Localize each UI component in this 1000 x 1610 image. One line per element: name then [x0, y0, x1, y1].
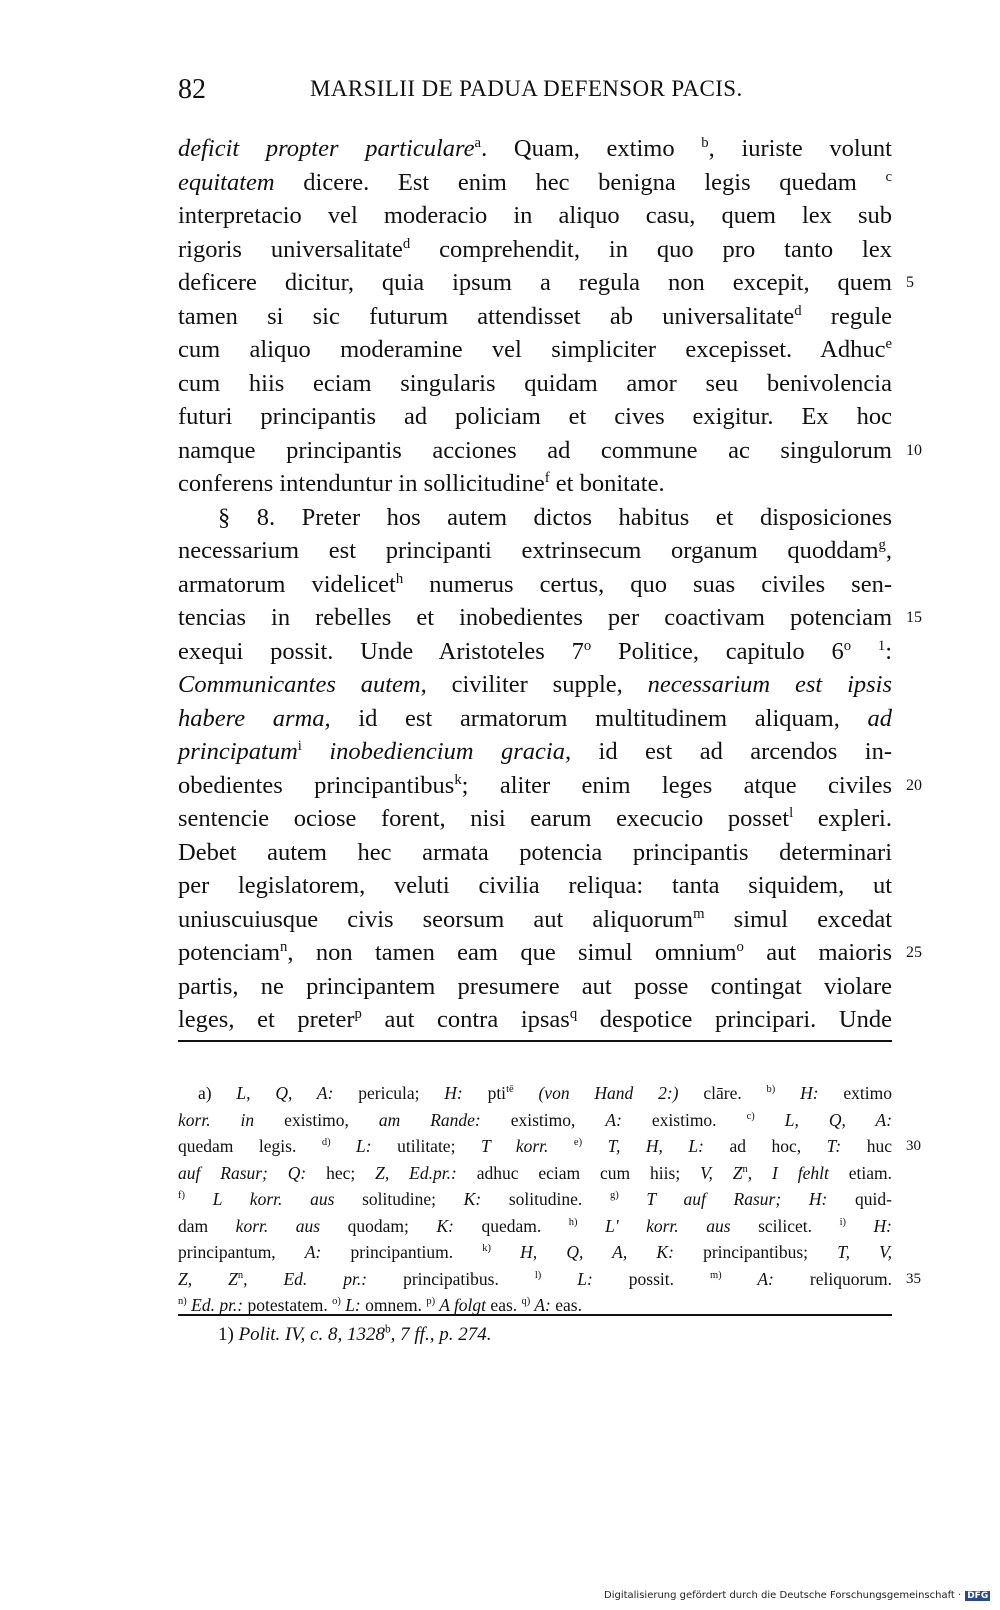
text-line [178, 735, 892, 769]
italic-text: ad [867, 704, 892, 732]
text-span: comprehendit, in quo pro tanto lex [410, 235, 892, 263]
text-span: quedam. [453, 1215, 569, 1236]
italic-text: Polit. IV, c. 8, 1328 [238, 1324, 385, 1345]
apparatus-line [178, 1213, 892, 1240]
footnote-marker: d [402, 235, 411, 252]
italic-text: A: [605, 1109, 622, 1130]
text-span: pti [462, 1083, 507, 1103]
footnote-marker: f [544, 469, 550, 486]
text-span: adhuc eciam cum hiis; [456, 1162, 701, 1183]
text-line [178, 802, 892, 836]
italic-text: H: [775, 1083, 819, 1103]
line-number: 35 [906, 1270, 921, 1287]
footnote-marker: c) [746, 1110, 755, 1122]
main-text [178, 132, 922, 1037]
footnote-marker: a [474, 134, 482, 151]
footnote-marker: h [395, 570, 404, 587]
text-span: rigoris universalitate [178, 235, 403, 263]
italic-text: korr. in [178, 1109, 255, 1130]
text-span: solitudine. [481, 1189, 610, 1209]
italic-text: L: [330, 1136, 372, 1156]
footnote-marker: k [454, 771, 462, 788]
footnote-marker: b) [766, 1084, 776, 1096]
italic-text: V, Z [700, 1162, 743, 1183]
text-span: conferens intenduntur in sollicitudine [178, 470, 545, 497]
text-span: simul excedat [704, 905, 893, 933]
footnote-marker: p [354, 1005, 362, 1022]
italic-text: H: [845, 1215, 892, 1236]
line-number: 15 [906, 609, 922, 626]
italic-text: T, H, L: [582, 1136, 704, 1156]
footnote-marker: q [569, 1005, 578, 1022]
italic-text: T korr. [480, 1136, 549, 1156]
text-span: deficere dicitur, quia ipsum a regula non excepit, quem [178, 269, 892, 296]
italic-text: L' korr. aus [577, 1215, 731, 1236]
italic-text: deficit propter particulare [178, 135, 475, 162]
footnote-marker: l) [534, 1269, 542, 1281]
running-title: MARSILII DE PADUA DEFENSOR PACIS. [310, 76, 743, 101]
text-line [178, 300, 892, 334]
text-span [851, 638, 878, 665]
text-span: existimo, [254, 1109, 379, 1130]
text-line [178, 635, 892, 669]
superscript: n [742, 1163, 748, 1175]
italic-text: L: [541, 1268, 593, 1289]
text-span: principatibus. [367, 1268, 535, 1289]
footnote-marker: g [878, 536, 886, 553]
text-span: 1) [218, 1324, 239, 1345]
text-line [178, 668, 892, 702]
footnote-marker: n) [178, 1296, 187, 1308]
text-span: etiam. [828, 1162, 893, 1183]
text-line [178, 166, 892, 200]
italic-text: equitatem [178, 168, 275, 196]
italic-text: K: [436, 1215, 454, 1236]
footnote-marker: b [701, 134, 709, 151]
italic-text: Z, Z [178, 1268, 238, 1289]
apparatus-line [178, 1133, 921, 1160]
text-span: et bonitate. [549, 470, 665, 497]
italic-text: A folgt [435, 1295, 487, 1315]
italic-text: (von Hand 2:) [538, 1083, 679, 1103]
text-span: id est armatorum multitudinem aliquam, [330, 704, 868, 732]
text-line [178, 132, 892, 166]
text-span: hec; [306, 1162, 376, 1183]
text-line: interpretacio vel moderacio in aliquo casu, quem lex sub [178, 202, 892, 229]
superscript: b [384, 1323, 391, 1336]
text-span: ad hoc, [703, 1136, 827, 1156]
text-span: quid- [827, 1189, 892, 1209]
italic-text: K: [463, 1189, 482, 1209]
text-line [178, 702, 892, 736]
footnote-marker: m [693, 905, 705, 922]
italic-text: A: [530, 1295, 551, 1315]
text-line [178, 467, 892, 501]
digitization-credit [604, 1590, 990, 1601]
text-line [178, 903, 892, 937]
text-span: a) [198, 1083, 237, 1103]
italic-text: L, Q, A: [754, 1109, 893, 1130]
italic-text: A: [721, 1268, 774, 1289]
text-line [178, 1003, 892, 1037]
text-line: cum hiis eciam singularis quidam amor seu benivolencia [178, 369, 892, 397]
critical-apparatus [178, 1080, 921, 1319]
apparatus-line [178, 1266, 921, 1293]
text-line [178, 233, 892, 267]
text-span: eas. [486, 1295, 522, 1315]
text-line: per legislatorem, veluti civilia reliqua: tanta siquidem, ut [178, 872, 892, 899]
text-span: scilicet. [730, 1215, 840, 1236]
footnote-marker: d) [321, 1137, 331, 1149]
apparatus-line [178, 1239, 892, 1266]
text-span: solitudine; [334, 1189, 464, 1209]
text-span: ; aliter enim leges atque civiles [461, 771, 892, 799]
footnote-marker: e [885, 335, 892, 352]
italic-text: H: [444, 1083, 463, 1103]
text-span: potestatem. [243, 1295, 333, 1315]
footnote-marker: q) [521, 1296, 531, 1308]
text-span: despotice principari. Unde [577, 1006, 892, 1033]
italic-text: L: [340, 1295, 361, 1315]
text-span: extimo [818, 1083, 893, 1103]
text-span: leges, et preter [178, 1006, 355, 1033]
italic-text: Ed. pr.: [186, 1295, 244, 1315]
footnote-marker: h) [568, 1216, 578, 1228]
credit-text: Digitalisierung gefördert durch die Deutsche Forschungsgemeinschaft · [604, 1590, 962, 1601]
text-line: futuri principantis ad policiam et cives exigitur. Ex hoc [178, 403, 892, 430]
text-span: id est ad arcendos in- [571, 738, 892, 765]
text-span: huc [841, 1136, 892, 1156]
text-span: , iuriste volunt [708, 135, 892, 162]
superscript: n [237, 1269, 244, 1281]
text-span: dicere. Est enim hec benigna legis quedam [274, 168, 886, 196]
dfg-logo: DFG [967, 1591, 989, 1601]
text-span: quedam legis. [178, 1136, 322, 1156]
line-number: 20 [906, 776, 922, 794]
apparatus-line [178, 1080, 892, 1107]
source-footnote [218, 1324, 491, 1346]
text-span: tamen si sic futurum attendisset ab universalitate [178, 302, 795, 330]
italic-text: T, V, [837, 1242, 892, 1262]
italic-text: A: [304, 1242, 322, 1262]
apparatus-line [178, 1160, 892, 1187]
text-span: principantibus; [673, 1242, 838, 1262]
footnote-marker: o [736, 938, 744, 955]
text-span: expleri. [793, 805, 892, 832]
text-span: obedientes principantibus [178, 771, 455, 799]
text-span: . Quam, extimo [481, 135, 702, 162]
text-span [548, 1136, 574, 1156]
text-span: aut contra ipsas [361, 1006, 570, 1033]
page-header [178, 74, 892, 114]
footnote-marker: l [789, 804, 794, 821]
text-span: possit. [592, 1268, 711, 1289]
apparatus-line [178, 1186, 892, 1213]
text-span: principantum, [178, 1242, 305, 1262]
italic-text: habere arma, [178, 704, 331, 732]
footnote-marker: e) [573, 1137, 583, 1149]
italic-text: am Rande: [378, 1109, 481, 1130]
page-number: 82 [178, 74, 206, 105]
text-span: regule [801, 302, 892, 330]
text-span: aut maioris [743, 939, 892, 966]
italic-text: necessarium est ipsis [647, 671, 892, 698]
text-span: eas. [550, 1295, 582, 1315]
italic-text: inobediencium gracia, [301, 738, 572, 765]
text-line: Debet autem hec armata potencia principantis determinari [178, 838, 892, 866]
superscript: tē [506, 1084, 514, 1096]
text-span: tencias in rebelles et inobedientes per coactivam potenciam [178, 604, 892, 631]
italic-text: Communicantes autem, [178, 671, 427, 698]
line-number: 30 [906, 1138, 921, 1154]
text-span: civiliter supple, [426, 671, 648, 698]
text-span: namque principantis acciones ad commune ac singulorum [178, 436, 892, 464]
footnote-marker: d [794, 302, 802, 319]
text-line [178, 434, 922, 468]
text-span: pericula; [333, 1083, 445, 1103]
text-line [178, 534, 892, 568]
text-span: potenciam [178, 939, 281, 966]
italic-text: , I fehlt [747, 1162, 829, 1183]
line-number: 25 [906, 944, 922, 961]
text-span: existimo. [621, 1109, 747, 1130]
italic-text: , 7 ff., p. 274. [390, 1324, 492, 1345]
text-span: exequi possit. Unde Aristoteles 7 [178, 637, 584, 665]
text-line [178, 333, 892, 367]
footnote-marker: p) [426, 1296, 436, 1308]
line-number: 5 [906, 274, 914, 291]
text-span: quodam; [320, 1215, 437, 1236]
footnote-marker: i) [839, 1216, 846, 1228]
text-span: clāre. [678, 1083, 767, 1103]
footnote-marker: f) [178, 1190, 185, 1202]
text-span: Politice, capitulo 6 [591, 637, 844, 665]
text-span: numerus certus, quo suas civiles sen- [403, 570, 892, 598]
italic-text: L, Q, A: [236, 1083, 334, 1103]
text-span: : [885, 637, 892, 665]
footnote-marker: k) [482, 1243, 491, 1255]
text-span: necessarium est principanti extrinsecum organum quoddam [178, 537, 879, 564]
text-span: sentencie ociose forent, nisi earum execucio posset [178, 805, 790, 832]
superscript: o [583, 637, 592, 654]
text-line [178, 266, 914, 300]
text-span: cum aliquo moderamine vel simpliciter excepisset. Adhuc [178, 336, 886, 363]
text-line [178, 601, 922, 635]
text-span: reliquorum. [773, 1268, 893, 1289]
text-span: , [885, 537, 892, 564]
footnote-marker: i [297, 737, 302, 754]
section-heading-line: § 8. Preter hos autem dictos habitus et disposiciones [218, 503, 892, 531]
footnote-marker: 1 [877, 637, 886, 654]
italic-text: , Ed. pr.: [243, 1268, 368, 1289]
text-span: utilitate; [371, 1136, 481, 1156]
text-line [178, 568, 892, 602]
text-span: armatorum videlicet [178, 570, 396, 598]
italic-text: Z, Ed.pr.: [375, 1162, 457, 1183]
text-line [178, 936, 922, 970]
italic-text: T auf Rasur; H: [618, 1189, 828, 1209]
footnote-marker: n [280, 938, 288, 955]
apparatus-divider [178, 1040, 892, 1042]
text-line: partis, ne principantem presumere aut posse contingat violare [178, 972, 892, 1000]
text-span: omnem. [360, 1295, 427, 1315]
superscript: o [843, 637, 852, 654]
footnote-marker: m) [710, 1269, 722, 1281]
text-span: , non tamen eam que simul omnium [287, 939, 737, 966]
footnote-marker: g) [609, 1190, 619, 1202]
text-span: uniuscuiusque civis seorsum aut aliquorum [178, 905, 694, 933]
italic-text: korr. aus [235, 1215, 321, 1236]
line-number: 10 [906, 441, 922, 459]
italic-text: L korr. aus [185, 1189, 335, 1209]
italic-text: principatum [178, 738, 298, 765]
italic-text: T: [826, 1136, 842, 1156]
source-divider [178, 1314, 892, 1316]
footnote-marker: o) [332, 1296, 341, 1308]
text-span [514, 1083, 539, 1103]
italic-text: H, Q, A, K: [491, 1242, 674, 1262]
text-span: principantium. [321, 1242, 483, 1262]
footnote-marker: c [885, 168, 892, 185]
text-line [178, 769, 922, 803]
text-span: existimo, [480, 1109, 606, 1130]
text-span: dam [178, 1215, 236, 1236]
apparatus-line [178, 1107, 892, 1134]
italic-text: auf Rasur; Q: [178, 1162, 307, 1183]
